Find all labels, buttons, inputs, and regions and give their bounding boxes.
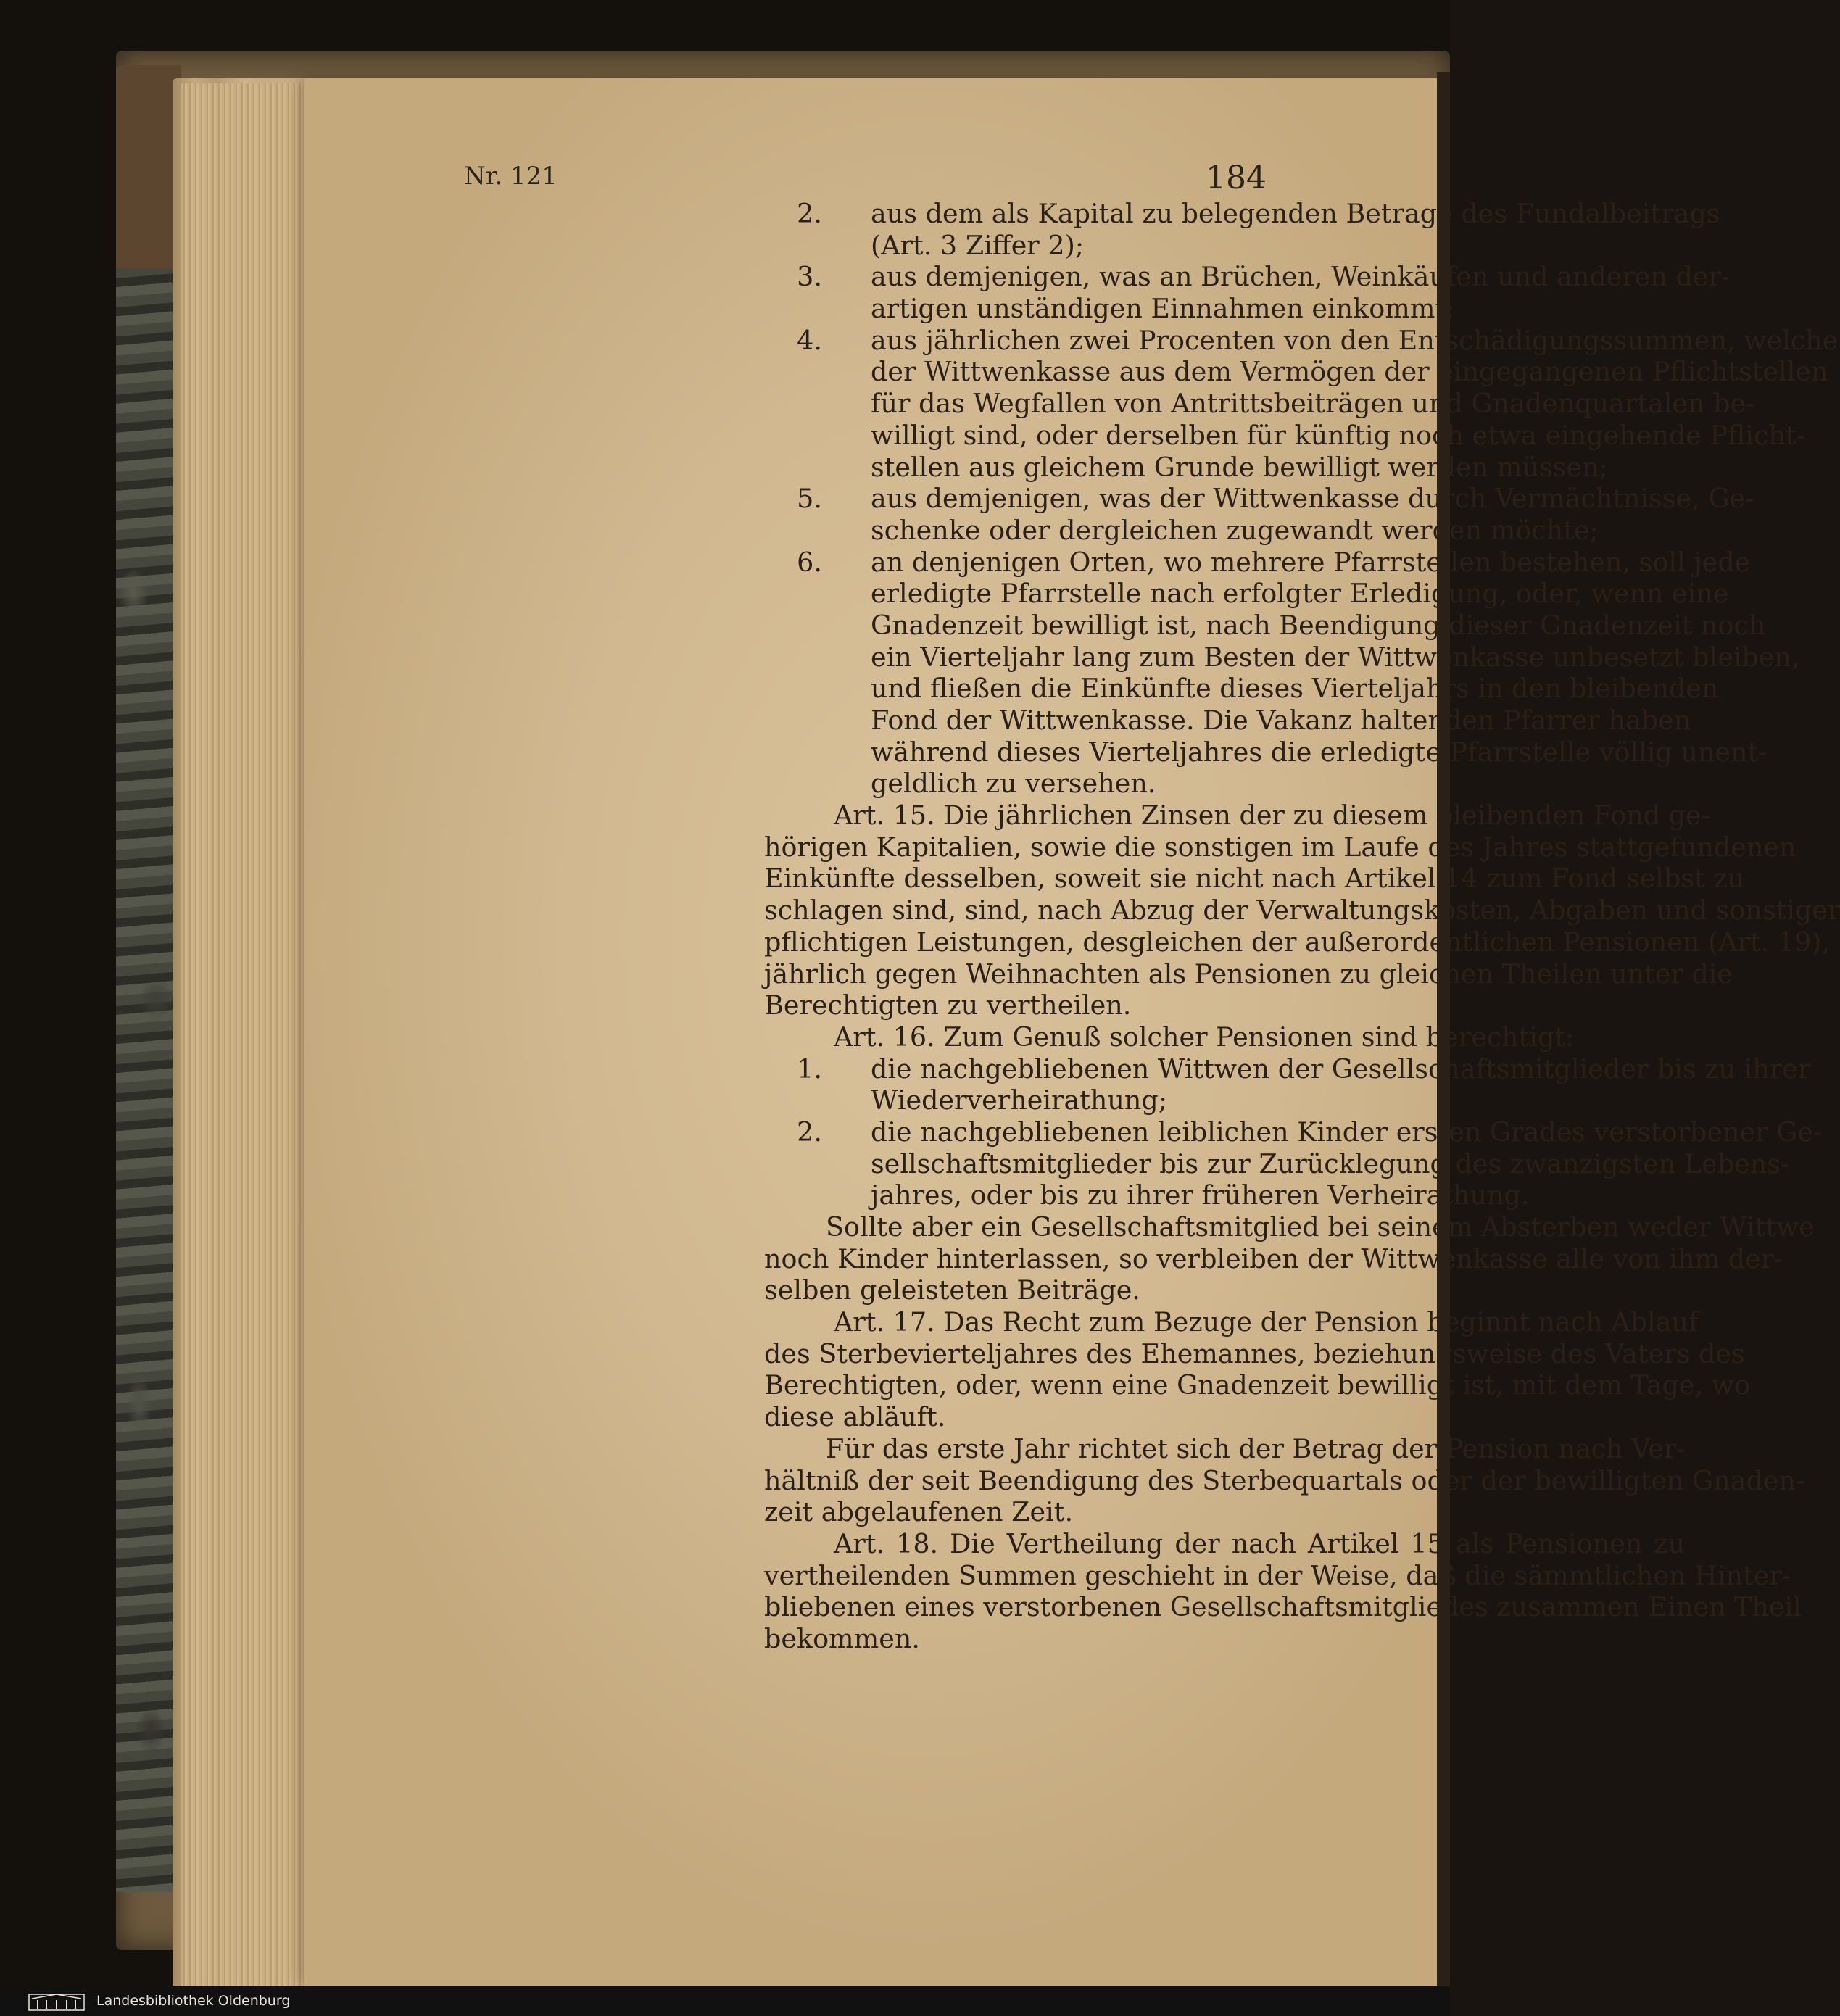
item-line: stellen aus gleichem Grunde bewilligt werden müssen; xyxy=(871,451,1608,483)
item-line: Gnadenzeit bewilligt ist, nach Beendigung dieser Gnadenzeit noch xyxy=(871,609,1766,641)
book-page xyxy=(304,78,1840,1986)
article-17-paragraph xyxy=(764,1432,1805,1528)
item-line: artigen unständigen Einnahmen einkommt; xyxy=(871,293,1455,325)
item-number: 3. xyxy=(797,261,822,293)
list-item xyxy=(764,1053,1811,1116)
item-line: willigt sind, oder derselben für künftig noch etwa eingehende Pflicht- xyxy=(871,419,1805,451)
paragraph-line: Art. 18. Die Vertheilung der nach Artikel 15 als Pensionen zu xyxy=(834,1527,1685,1559)
item-line: während dieses Vierteljahres die erledigte Pfarrstelle völlig unent- xyxy=(871,736,1768,768)
paragraph-line: hältniß der seit Beendigung des Sterbequartals oder der bewilligten Gnaden- xyxy=(764,1464,1805,1496)
paragraph-line: des Sterbevierteljahres des Ehemannes, beziehungsweise des Vaters des xyxy=(764,1337,1745,1369)
paragraph-line: bekommen. xyxy=(764,1622,920,1654)
paragraph-line: selben geleisteten Beiträge. xyxy=(764,1274,1140,1306)
list-item xyxy=(764,261,1731,325)
article-17 xyxy=(764,1306,1751,1433)
footer-bar xyxy=(0,1986,1450,2016)
page-edges xyxy=(181,83,304,1986)
list-continued xyxy=(764,198,1839,800)
paragraph-line: Sollte aber ein Gesellschaftsmitglied bei seinem Absterben weder Wittwe xyxy=(826,1211,1815,1243)
paragraph-line: noch Kinder hinterlassen, so verbleiben der Wittwenkasse alle von ihm der- xyxy=(764,1243,1783,1274)
paragraph-line: Berechtigten zu vertheilen. xyxy=(764,990,1132,1021)
item-line: schenke oder dergleichen zugewandt werden möchte; xyxy=(871,514,1599,546)
paragraph-line: Berechtigten, oder, wenn eine Gnadenzeit bewilligt ist, mit dem Tage, wo xyxy=(764,1369,1751,1401)
item-line: und fließen die Einkünfte dieses Vierteljahrs in den bleibenden xyxy=(871,673,1719,705)
item-line: aus demjenigen, was der Wittwenkasse durch Vermächtnisse, Ge- xyxy=(871,483,1754,515)
item-line: aus dem als Kapital zu belegenden Betrage des Fundalbeitrags xyxy=(871,198,1720,229)
item-line: Wiederverheirathung; xyxy=(871,1084,1168,1116)
paragraph-line: schlagen sind, sind, nach Abzug der Verwaltungskosten, Abgaben und sonstiger xyxy=(764,895,1840,926)
article-16-paragraph xyxy=(764,1211,1815,1306)
issue-number: Nr. 121 xyxy=(464,162,558,191)
item-line: an denjenigen Orten, wo mehrere Pfarrstellen bestehen, soll jede xyxy=(871,546,1751,578)
paragraph-line: zeit abgelaufenen Zeit. xyxy=(764,1496,1074,1528)
list-beneficiaries xyxy=(764,1053,1823,1211)
item-number: 1. xyxy=(797,1053,822,1084)
paragraph-line: bliebenen eines verstorbenen Gesellschaftsmitgliedes zusammen Einen Theil xyxy=(764,1591,1802,1623)
item-line: Fond der Wittwenkasse. Die Vakanz haltenden Pfarrer haben xyxy=(871,705,1691,736)
item-number: 2. xyxy=(797,198,822,229)
item-line: (Art. 3 Ziffer 2); xyxy=(871,229,1085,261)
list-item xyxy=(764,198,1720,261)
list-item xyxy=(764,324,1839,483)
paragraph-line: Art. 15. Die jährlichen Zinsen der zu diesem bleibenden Fond ge- xyxy=(834,800,1710,831)
item-number: 6. xyxy=(797,546,822,578)
book-spine xyxy=(116,65,181,268)
item-line: aus demjenigen, was an Brüchen, Weinkäufen und anderen der- xyxy=(871,261,1731,293)
item-line: für das Wegfallen von Antrittsbeiträgen und Gnadenquartalen be- xyxy=(871,388,1755,420)
list-item xyxy=(764,1116,1823,1211)
item-line: aus jährlichen zwei Procenten von den Entschädigungssummen, welche xyxy=(871,324,1839,356)
item-line: die nachgebliebenen leiblichen Kinder ersten Grades verstorbener Ge- xyxy=(871,1116,1823,1148)
article-16-intro: Art. 16. Zum Genuß solcher Pensionen sind berechtigt: xyxy=(834,1021,1575,1053)
item-line: geldlich zu versehen. xyxy=(871,768,1156,800)
paragraph-line: hörigen Kapitalien, sowie die sonstigen im Laufe des Jahres stattgefundenen xyxy=(764,831,1797,863)
paragraph-line: Einkünfte desselben, soweit sie nicht nach Artikel 14 zum Fond selbst zu xyxy=(764,863,1745,895)
item-line: ein Vierteljahr lang zum Besten der Wittwenkasse unbesetzt bleiben, xyxy=(871,641,1800,673)
page-number: 184 xyxy=(1206,159,1267,196)
library-name: Landesbibliothek Oldenburg xyxy=(96,1993,291,2009)
item-number: 5. xyxy=(797,483,822,515)
article-18 xyxy=(764,1527,1802,1655)
page-body xyxy=(764,198,1840,1655)
paragraph-line: Art. 17. Das Recht zum Bezuge der Pension beginnt nach Ablauf xyxy=(834,1306,1699,1338)
paragraph-line: diese abläuft. xyxy=(764,1401,946,1433)
paragraph-line: jährlich gegen Weihnachten als Pensionen zu gleichen Theilen unter die xyxy=(764,958,1733,990)
list-item xyxy=(764,483,1754,546)
article-15 xyxy=(764,800,1840,1021)
paragraph-line: pflichtigen Leistungen, desgleichen der außerordentlichen Pensionen (Art. 19), xyxy=(764,926,1831,958)
item-line: die nachgebliebenen Wittwen der Gesellschaftsmitglieder bis zu ihrer xyxy=(871,1053,1811,1084)
item-line: jahres, oder bis zu ihrer früheren Verheirathung. xyxy=(871,1179,1530,1211)
list-item xyxy=(764,546,1800,800)
item-line: sellschaftsmitglieder bis zur Zurücklegung des zwanzigsten Lebens- xyxy=(871,1148,1790,1179)
item-number: 2. xyxy=(797,1116,822,1148)
item-line: erledigte Pfarrstelle nach erfolgter Erledigung, oder, wenn eine xyxy=(871,578,1729,610)
library-logo-icon xyxy=(28,1991,86,2012)
marbled-edge xyxy=(116,268,174,1892)
item-line: der Wittwenkasse aus dem Vermögen der eingegangenen Pflichtstellen xyxy=(871,356,1828,388)
paragraph-line: Für das erste Jahr richtet sich der Betrag der Pension nach Ver- xyxy=(826,1432,1686,1464)
item-number: 4. xyxy=(797,324,822,356)
paragraph-line: vertheilenden Summen geschieht in der Weise, daß die sämmtlichen Hinter- xyxy=(764,1559,1791,1591)
